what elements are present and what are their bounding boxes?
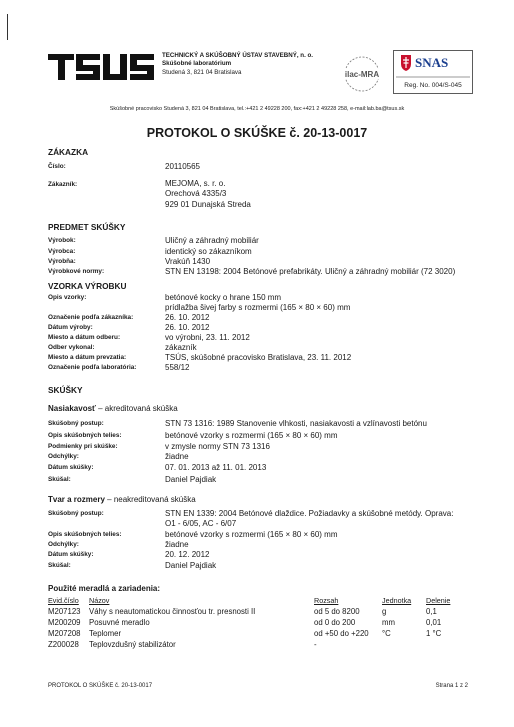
cell-nazov: Teplovzdušný stabilizátor (89, 640, 176, 649)
field-label: Opis skúšobných telies: (48, 531, 122, 538)
field-value: 558/12 (165, 363, 190, 372)
col-evid: Evid.číslo (48, 596, 79, 605)
meradla-heading: Použité meradlá a zariadenia: (48, 584, 161, 593)
cell-rozsah: - (314, 640, 317, 649)
test1-suffix: – akreditovaná skúška (95, 404, 178, 413)
field-label: Odber vykonal: (48, 344, 95, 351)
field-value: STN 73 1316: 1989 Stanovenie vlhkosti, nasiakavosti a vzlínavosti betónu (165, 419, 427, 428)
field-value: žiadne (165, 540, 189, 549)
reg-no: Reg. No. 004/S-045 (404, 82, 462, 89)
field-label: Dátum výroby: (48, 324, 93, 331)
field-label: Skúšal: (48, 476, 71, 483)
institution-info (162, 52, 313, 77)
cell-delenie: 0,1 (426, 607, 437, 616)
field-value: 20. 12. 2012 (165, 550, 210, 559)
field-label: Dátum skúšky: (48, 551, 94, 558)
cell-nazov: Váhy s neautomatickou činnosťou tr. presnosti II (89, 607, 256, 616)
institution-name: TECHNICKÝ A SKÚŠOBNÝ ÚSTAV STAVEBNÝ, n. o. (162, 52, 314, 59)
field-label: Skúšobný postup: (48, 510, 104, 517)
zakaznik-name: MEJOMA, s. r. o. (165, 179, 226, 188)
field-value: betónové vzorky s rozmermi (165 × 80 × 60) mm (165, 431, 338, 440)
scan-edge-mark (7, 14, 8, 40)
opis-line: prídlažba šivej farby s rozmermi (165 × 80 × 60) mm (165, 303, 351, 312)
field-label: Opis skúšobných telies: (48, 432, 122, 439)
field-label: Označenie podľa laboratória: (48, 364, 137, 371)
test1-heading (48, 404, 178, 413)
field-value: STN EN 13198: 2004 Betónové prefabrikáty. Uličný a záhradný mobiliár (72 3020) (165, 267, 456, 276)
cell-rozsah: od 5 do 8200 (314, 607, 360, 616)
field-value: vo výrobni, 23. 11. 2012 (165, 333, 250, 342)
snas-badge (393, 50, 473, 94)
cell-evid: Z200028 (48, 640, 79, 649)
field-value: Vrakúň 1430 (165, 257, 211, 266)
field-value: betónové vzorky s rozmermi (165 × 80 × 60) mm (165, 530, 338, 539)
footer-page-number: Strana 1 z 2 (435, 683, 468, 689)
opis-line: betónové kocky o hrane 150 mm (165, 293, 282, 302)
section-predmet: PREDMET SKÚŠKY (48, 222, 126, 232)
zakaznik-label: Zákazník: (48, 181, 78, 188)
cell-rozsah: od 0 do 200 (314, 618, 356, 627)
zakaznik-city: 929 01 Dunajská Streda (165, 200, 251, 209)
field-label: Výrobok: (48, 237, 76, 244)
snas-text: SNAS (415, 55, 449, 70)
field-value: Daniel Pajdiak (165, 561, 217, 570)
col-delenie: Delenie (426, 596, 451, 605)
field-label: Odchýlky: (48, 453, 79, 460)
field-label: Miesto a dátum prevzatia: (48, 354, 127, 361)
cislo-label: Číslo: (48, 163, 66, 170)
test2-name: Tvar a rozmery (48, 495, 105, 504)
field-value: identický so zákazníkom (165, 247, 252, 256)
postup-line: STN EN 1339: 2004 Betónové dlaždice. Požiadavky a skúšobné metódy. Oprava: (165, 509, 454, 518)
tsus-logo (48, 52, 156, 82)
postup-line: O1 - 6/05, AC - 6/07 (165, 519, 237, 528)
cell-evid: M207123 (48, 607, 81, 616)
section-vzorka: VZORKA VÝROBKU (48, 281, 127, 291)
cell-jednotka: g (382, 607, 387, 616)
field-label: Dátum skúšky: (48, 464, 94, 471)
cell-jednotka: °C (382, 629, 391, 638)
cell-delenie: 0,01 (426, 618, 442, 627)
section-skusky: SKÚŠKY (48, 385, 83, 395)
cell-delenie: 1 °C (426, 629, 442, 638)
test2-suffix: – neakreditovaná skúška (104, 495, 196, 504)
cell-nazov: Posuvné meradlo (89, 618, 150, 627)
field-value: v zmysle normy STN 73 1316 (165, 442, 270, 451)
cell-evid: M207208 (48, 629, 81, 638)
field-label: Výrobkové normy: (48, 268, 105, 275)
footer-protocol: PROTOKOL O SKÚŠKE č. 20-13-0017 (48, 683, 153, 689)
field-label: Výrobca: (48, 248, 76, 255)
lab-address-line: Skúšobné pracovisko Studená 3, 821 04 Bratislava, tel.:+421 2 49228 200, fax:+421 2 49228 258, e-mail:lab.ba@tsus.sk (109, 106, 405, 112)
cislo-value: 20110565 (165, 162, 200, 171)
test1-name: Nasiakavosť (48, 404, 96, 413)
field-label: Odchýlky: (48, 541, 79, 548)
ilac-text: ilac-MRA (344, 70, 380, 79)
section-zakazka: ZÁKAZKA (48, 147, 89, 157)
test2-heading (48, 495, 196, 504)
cell-jednotka: mm (382, 618, 395, 627)
institution-lab: Skúšobné laboratórium (162, 60, 232, 68)
field-label: Označenie podľa zákazníka: (48, 314, 134, 321)
field-value: zákazník (165, 343, 197, 352)
field-value: TSÚS, skúšobné pracovisko Bratislava, 23. 11. 2012 (165, 353, 352, 362)
cell-evid: M200209 (48, 618, 81, 627)
col-jednotka: Jednotka (382, 596, 412, 605)
field-label: Skúšal: (48, 562, 71, 569)
field-value: Uličný a záhradný mobiliár (165, 236, 259, 245)
field-label: Miesto a dátum odberu: (48, 334, 121, 341)
col-rozsah: Rozsah (314, 596, 339, 605)
institution-address: Studená 3, 821 04 Bratislava (162, 68, 242, 76)
field-label: Skúšobný postup: (48, 420, 104, 427)
col-nazov: Názov (89, 596, 110, 605)
zakaznik-street: Orechová 4335/3 (165, 189, 227, 198)
ilac-mra-logo (336, 54, 388, 94)
field-label: Podmienky pri skúške: (48, 443, 118, 450)
field-value: 26. 10. 2012 (165, 313, 210, 322)
field-value: 07. 01. 2013 až 11. 01. 2013 (165, 463, 267, 472)
field-value: Daniel Pajdiak (165, 475, 217, 484)
field-value: žiadne (165, 452, 189, 461)
cell-nazov: Teplomer (89, 629, 122, 638)
field-value: 26. 10. 2012 (165, 323, 210, 332)
cell-rozsah: od +50 do +220 (314, 629, 369, 638)
protocol-title: PROTOKOL O SKÚŠKE č. 20-13-0017 (146, 126, 368, 140)
opis-label: Opis vzorky: (48, 294, 87, 301)
field-label: Výrobňa: (48, 258, 76, 265)
